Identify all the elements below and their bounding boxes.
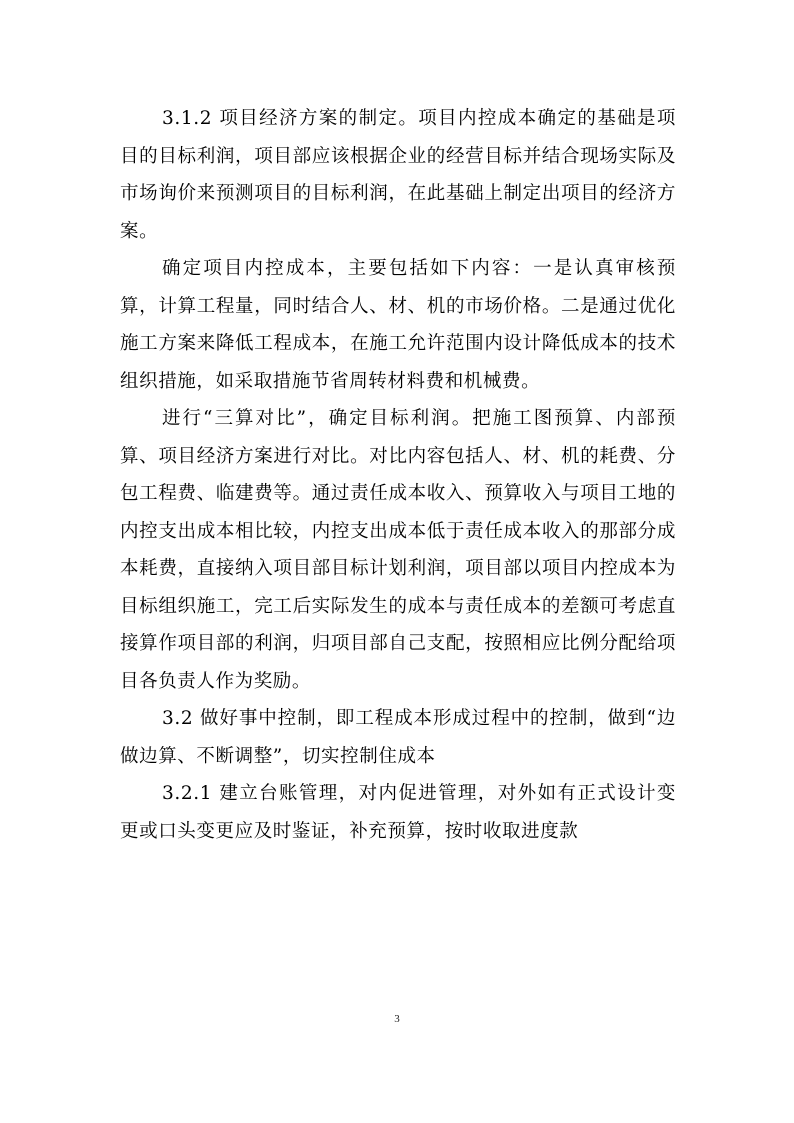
paragraph-in-process-control: 3.2 做好事中控制，即工程成本形成过程中的控制，做到“边做边算、不断调整”，切实控制住成本 bbox=[120, 708, 676, 767]
paragraph-ledger-management: 3.2.1 建立台账管理，对内促进管理，对外如有正式设计变更或口头变更应及时鉴证，补充预算，按时收取进度款 bbox=[120, 783, 676, 842]
paragraph-three-budget-comparison: 进行“三算对比”，确定目标利润。把施工图预算、内部预算、项目经济方案进行对比。对比内容包括人、材、机的耗费、分包工程费、临建费等。通过责任成本收入、预算收入与项目工地的内控支出成本相比较，内控支出成本低于责任成本收入的那部分成本耗费，直接纳入项目部目标计划利润，项目部以项目内控成本为目标组织施工，完工后实际发生的成本与责任成本的差额可考虑直接算作项目部的利润，归项目部自己支配，按照相应比例分配给项目各负责人作为奖励。 bbox=[120, 408, 676, 692]
page-number: 3 bbox=[394, 1013, 400, 1025]
paragraph-economic-plan: 3.1.2 项目经济方案的制定。项目内控成本确定的基础是项目的目标利润，项目部应该根据企业的经营目标并结合现场实际及市场询价来预测项目的目标利润，在此基础上制定出项目的经济方案。 bbox=[120, 108, 676, 242]
paragraph-internal-cost: 确定项目内控成本，主要包括如下内容：一是认真审核预算，计算工程量，同时结合人、材、机的市场价格。二是通过优化施工方案来降低工程成本，在施工允许范围内设计降低成本的技术组织措施，如采取措施节省周转材料费和机械费。 bbox=[120, 258, 676, 392]
document-body bbox=[120, 100, 676, 850]
